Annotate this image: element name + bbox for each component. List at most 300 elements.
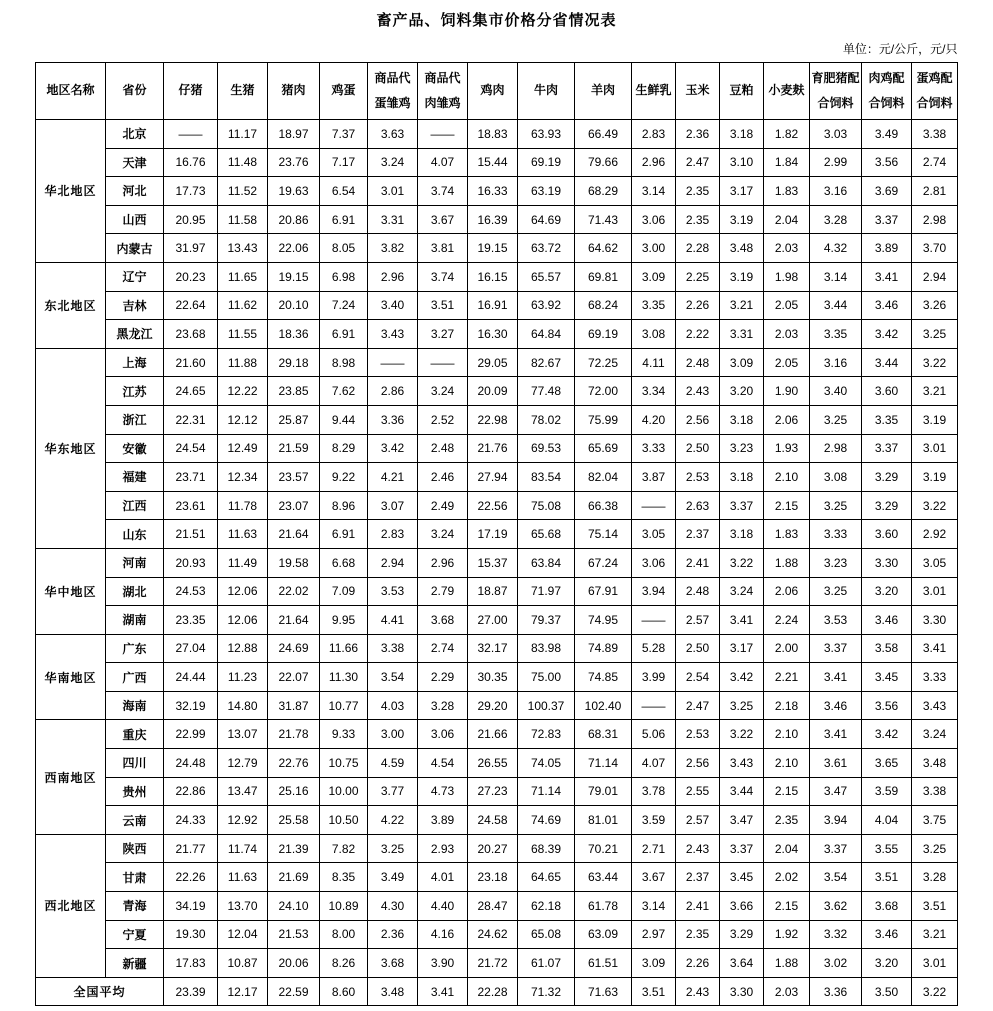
value-cell: 18.97 bbox=[268, 120, 320, 149]
value-cell: 4.73 bbox=[418, 777, 468, 806]
province-cell: 海南 bbox=[106, 691, 164, 720]
province-cell: 陕西 bbox=[106, 834, 164, 863]
value-cell: 12.79 bbox=[218, 749, 268, 778]
value-cell: 3.46 bbox=[810, 691, 862, 720]
value-cell: 22.56 bbox=[468, 491, 518, 520]
value-cell: 17.83 bbox=[164, 949, 218, 978]
value-cell: 3.62 bbox=[810, 892, 862, 921]
value-cell: 3.51 bbox=[632, 977, 676, 1006]
province-cell: 天津 bbox=[106, 148, 164, 177]
value-cell: 3.27 bbox=[418, 320, 468, 349]
value-cell: 3.05 bbox=[912, 548, 958, 577]
column-header: 商品代肉雏鸡 bbox=[418, 63, 468, 120]
value-cell: 21.66 bbox=[468, 720, 518, 749]
value-cell: 3.54 bbox=[368, 663, 418, 692]
value-cell: 2.71 bbox=[632, 834, 676, 863]
value-cell: 3.38 bbox=[912, 120, 958, 149]
value-cell: 63.44 bbox=[575, 863, 632, 892]
value-cell: 3.03 bbox=[810, 120, 862, 149]
value-cell: 4.40 bbox=[418, 892, 468, 921]
value-cell: 2.49 bbox=[418, 491, 468, 520]
province-cell: 河南 bbox=[106, 548, 164, 577]
value-cell: 34.19 bbox=[164, 892, 218, 921]
value-cell: 2.03 bbox=[764, 977, 810, 1006]
value-cell: 2.18 bbox=[764, 691, 810, 720]
value-cell: 3.42 bbox=[862, 320, 912, 349]
value-cell: 2.92 bbox=[912, 520, 958, 549]
value-cell: 79.37 bbox=[518, 606, 575, 635]
value-cell: 2.46 bbox=[418, 463, 468, 492]
value-cell: —— bbox=[632, 606, 676, 635]
value-cell: 4.21 bbox=[368, 463, 418, 492]
value-cell: 3.41 bbox=[720, 606, 764, 635]
value-cell: 14.80 bbox=[218, 691, 268, 720]
value-cell: 2.93 bbox=[418, 834, 468, 863]
province-cell: 青海 bbox=[106, 892, 164, 921]
value-cell: 71.14 bbox=[575, 749, 632, 778]
value-cell: 3.01 bbox=[912, 577, 958, 606]
value-cell: 13.47 bbox=[218, 777, 268, 806]
value-cell: 13.43 bbox=[218, 234, 268, 263]
value-cell: 3.33 bbox=[912, 663, 958, 692]
value-cell: 3.28 bbox=[810, 205, 862, 234]
value-cell: 3.81 bbox=[418, 234, 468, 263]
value-cell: 7.17 bbox=[320, 148, 368, 177]
value-cell: 69.19 bbox=[518, 148, 575, 177]
value-cell: 24.62 bbox=[468, 920, 518, 949]
value-cell: 4.54 bbox=[418, 749, 468, 778]
value-cell: 3.37 bbox=[862, 205, 912, 234]
value-cell: 11.63 bbox=[218, 520, 268, 549]
value-cell: 2.37 bbox=[676, 520, 720, 549]
value-cell: 3.25 bbox=[810, 491, 862, 520]
value-cell: 27.23 bbox=[468, 777, 518, 806]
value-cell: 3.14 bbox=[632, 892, 676, 921]
value-cell: 24.65 bbox=[164, 377, 218, 406]
value-cell: 3.89 bbox=[418, 806, 468, 835]
value-cell: 17.73 bbox=[164, 177, 218, 206]
value-cell: 7.62 bbox=[320, 377, 368, 406]
value-cell: —— bbox=[632, 491, 676, 520]
value-cell: 3.05 bbox=[632, 520, 676, 549]
value-cell: 3.66 bbox=[720, 892, 764, 921]
value-cell: 16.39 bbox=[468, 205, 518, 234]
province-cell: 甘肃 bbox=[106, 863, 164, 892]
value-cell: 23.68 bbox=[164, 320, 218, 349]
value-cell: 11.48 bbox=[218, 148, 268, 177]
value-cell: 9.33 bbox=[320, 720, 368, 749]
value-cell: 8.26 bbox=[320, 949, 368, 978]
value-cell: 75.99 bbox=[575, 405, 632, 434]
value-cell: 23.61 bbox=[164, 491, 218, 520]
value-cell: 3.08 bbox=[632, 320, 676, 349]
value-cell: 67.91 bbox=[575, 577, 632, 606]
value-cell: 2.97 bbox=[632, 920, 676, 949]
province-cell: 重庆 bbox=[106, 720, 164, 749]
value-cell: 3.18 bbox=[720, 520, 764, 549]
value-cell: 4.11 bbox=[632, 348, 676, 377]
value-cell: 21.39 bbox=[268, 834, 320, 863]
value-cell: 3.20 bbox=[720, 377, 764, 406]
value-cell: 81.01 bbox=[575, 806, 632, 835]
value-cell: 3.21 bbox=[912, 920, 958, 949]
value-cell: 9.22 bbox=[320, 463, 368, 492]
value-cell: 4.59 bbox=[368, 749, 418, 778]
value-cell: 2.96 bbox=[632, 148, 676, 177]
value-cell: 3.41 bbox=[912, 634, 958, 663]
value-cell: 2.94 bbox=[912, 262, 958, 291]
value-cell: 3.00 bbox=[632, 234, 676, 263]
value-cell: 8.60 bbox=[320, 977, 368, 1006]
value-cell: —— bbox=[418, 348, 468, 377]
column-header: 仔猪 bbox=[164, 63, 218, 120]
value-cell: 2.96 bbox=[418, 548, 468, 577]
value-cell: 2.04 bbox=[764, 205, 810, 234]
value-cell: 3.67 bbox=[632, 863, 676, 892]
value-cell: 9.95 bbox=[320, 606, 368, 635]
value-cell: 2.29 bbox=[418, 663, 468, 692]
value-cell: 3.89 bbox=[862, 234, 912, 263]
value-cell: 3.75 bbox=[912, 806, 958, 835]
value-cell: 11.23 bbox=[218, 663, 268, 692]
province-cell: 河北 bbox=[106, 177, 164, 206]
value-cell: 10.77 bbox=[320, 691, 368, 720]
column-header: 豆粕 bbox=[720, 63, 764, 120]
value-cell: 21.64 bbox=[268, 520, 320, 549]
value-cell: 3.70 bbox=[912, 234, 958, 263]
value-cell: 3.41 bbox=[810, 663, 862, 692]
value-cell: 12.06 bbox=[218, 577, 268, 606]
value-cell: 4.32 bbox=[810, 234, 862, 263]
value-cell: 11.66 bbox=[320, 634, 368, 663]
province-cell: 吉林 bbox=[106, 291, 164, 320]
value-cell: 21.59 bbox=[268, 434, 320, 463]
value-cell: 3.00 bbox=[368, 720, 418, 749]
value-cell: 4.04 bbox=[862, 806, 912, 835]
value-cell: 2.86 bbox=[368, 377, 418, 406]
province-cell: 广东 bbox=[106, 634, 164, 663]
value-cell: 12.92 bbox=[218, 806, 268, 835]
value-cell: 12.12 bbox=[218, 405, 268, 434]
unit-note: 单位：元/公斤，元/只 bbox=[842, 42, 958, 56]
value-cell: 16.15 bbox=[468, 262, 518, 291]
province-cell: 广西 bbox=[106, 663, 164, 692]
value-cell: 102.40 bbox=[575, 691, 632, 720]
value-cell: 21.60 bbox=[164, 348, 218, 377]
value-cell: 11.55 bbox=[218, 320, 268, 349]
table-row bbox=[36, 920, 958, 949]
value-cell: 72.00 bbox=[575, 377, 632, 406]
value-cell: 8.98 bbox=[320, 348, 368, 377]
value-cell: 2.05 bbox=[764, 348, 810, 377]
value-cell: 11.63 bbox=[218, 863, 268, 892]
value-cell: 22.76 bbox=[268, 749, 320, 778]
value-cell: 3.78 bbox=[632, 777, 676, 806]
value-cell: 32.17 bbox=[468, 634, 518, 663]
value-cell: 23.85 bbox=[268, 377, 320, 406]
value-cell: 3.16 bbox=[810, 348, 862, 377]
value-cell: 2.41 bbox=[676, 548, 720, 577]
value-cell: 22.64 bbox=[164, 291, 218, 320]
value-cell: 3.37 bbox=[810, 834, 862, 863]
value-cell: 8.00 bbox=[320, 920, 368, 949]
footer-row bbox=[36, 977, 958, 1006]
value-cell: 2.10 bbox=[764, 720, 810, 749]
value-cell: 12.49 bbox=[218, 434, 268, 463]
value-cell: 3.99 bbox=[632, 663, 676, 692]
value-cell: 2.43 bbox=[676, 377, 720, 406]
value-cell: 3.59 bbox=[862, 777, 912, 806]
table-row bbox=[36, 234, 958, 263]
value-cell: 3.01 bbox=[368, 177, 418, 206]
value-cell: 3.28 bbox=[418, 691, 468, 720]
value-cell: 2.28 bbox=[676, 234, 720, 263]
value-cell: 2.35 bbox=[676, 205, 720, 234]
value-cell: 3.29 bbox=[720, 920, 764, 949]
value-cell: 3.02 bbox=[810, 949, 862, 978]
value-cell: 3.33 bbox=[632, 434, 676, 463]
value-cell: 2.35 bbox=[676, 920, 720, 949]
province-cell: 云南 bbox=[106, 806, 164, 835]
region-cell: 华南地区 bbox=[36, 634, 106, 720]
value-cell: 3.40 bbox=[368, 291, 418, 320]
value-cell: 2.79 bbox=[418, 577, 468, 606]
value-cell: 3.42 bbox=[368, 434, 418, 463]
value-cell: 17.19 bbox=[468, 520, 518, 549]
value-cell: 65.69 bbox=[575, 434, 632, 463]
value-cell: 68.39 bbox=[518, 834, 575, 863]
value-cell: 22.98 bbox=[468, 405, 518, 434]
table-row bbox=[36, 177, 958, 206]
value-cell: 3.50 bbox=[862, 977, 912, 1006]
value-cell: 24.33 bbox=[164, 806, 218, 835]
value-cell: 3.90 bbox=[418, 949, 468, 978]
value-cell: 10.89 bbox=[320, 892, 368, 921]
value-cell: 69.19 bbox=[575, 320, 632, 349]
table-row bbox=[36, 434, 958, 463]
value-cell: 18.87 bbox=[468, 577, 518, 606]
value-cell: 63.84 bbox=[518, 548, 575, 577]
value-cell: 63.09 bbox=[575, 920, 632, 949]
value-cell: 65.68 bbox=[518, 520, 575, 549]
value-cell: 3.55 bbox=[862, 834, 912, 863]
value-cell: 2.50 bbox=[676, 434, 720, 463]
value-cell: 7.24 bbox=[320, 291, 368, 320]
value-cell: 2.52 bbox=[418, 405, 468, 434]
value-cell: 71.43 bbox=[575, 205, 632, 234]
value-cell: 11.74 bbox=[218, 834, 268, 863]
value-cell: 3.26 bbox=[912, 291, 958, 320]
column-header: 地区名称 bbox=[36, 63, 106, 120]
province-cell: 辽宁 bbox=[106, 262, 164, 291]
value-cell: 3.19 bbox=[912, 463, 958, 492]
value-cell: 64.62 bbox=[575, 234, 632, 263]
value-cell: 3.51 bbox=[862, 863, 912, 892]
value-cell: 3.21 bbox=[912, 377, 958, 406]
price-table bbox=[35, 62, 958, 1006]
value-cell: 21.76 bbox=[468, 434, 518, 463]
value-cell: 3.30 bbox=[720, 977, 764, 1006]
table-row bbox=[36, 691, 958, 720]
region-cell: 西南地区 bbox=[36, 720, 106, 834]
column-header: 鸡肉 bbox=[468, 63, 518, 120]
value-cell: 20.06 bbox=[268, 949, 320, 978]
value-cell: 2.10 bbox=[764, 463, 810, 492]
value-cell: 3.09 bbox=[632, 262, 676, 291]
table-row bbox=[36, 120, 958, 149]
value-cell: 3.24 bbox=[418, 520, 468, 549]
value-cell: 3.38 bbox=[912, 777, 958, 806]
value-cell: 3.41 bbox=[862, 262, 912, 291]
value-cell: 74.05 bbox=[518, 749, 575, 778]
value-cell: 19.58 bbox=[268, 548, 320, 577]
value-cell: 19.15 bbox=[468, 234, 518, 263]
value-cell: 3.43 bbox=[912, 691, 958, 720]
value-cell: 16.33 bbox=[468, 177, 518, 206]
table-row bbox=[36, 663, 958, 692]
province-cell: 内蒙古 bbox=[106, 234, 164, 263]
value-cell: 4.01 bbox=[418, 863, 468, 892]
value-cell: 29.20 bbox=[468, 691, 518, 720]
value-cell: 78.02 bbox=[518, 405, 575, 434]
value-cell: 63.92 bbox=[518, 291, 575, 320]
table-row bbox=[36, 348, 958, 377]
value-cell: 2.48 bbox=[418, 434, 468, 463]
value-cell: 2.05 bbox=[764, 291, 810, 320]
header-row bbox=[36, 63, 958, 120]
value-cell: 79.66 bbox=[575, 148, 632, 177]
value-cell: 71.63 bbox=[575, 977, 632, 1006]
value-cell: 2.57 bbox=[676, 606, 720, 635]
value-cell: 71.32 bbox=[518, 977, 575, 1006]
value-cell: 2.47 bbox=[676, 148, 720, 177]
value-cell: 68.29 bbox=[575, 177, 632, 206]
value-cell: 2.54 bbox=[676, 663, 720, 692]
value-cell: 2.83 bbox=[632, 120, 676, 149]
value-cell: 2.21 bbox=[764, 663, 810, 692]
value-cell: 82.67 bbox=[518, 348, 575, 377]
value-cell: 3.45 bbox=[862, 663, 912, 692]
value-cell: 25.87 bbox=[268, 405, 320, 434]
value-cell: 16.91 bbox=[468, 291, 518, 320]
table-row bbox=[36, 205, 958, 234]
value-cell: 3.48 bbox=[912, 749, 958, 778]
value-cell: 3.65 bbox=[862, 749, 912, 778]
value-cell: 3.51 bbox=[418, 291, 468, 320]
value-cell: 12.34 bbox=[218, 463, 268, 492]
province-cell: 上海 bbox=[106, 348, 164, 377]
value-cell: 3.59 bbox=[632, 806, 676, 835]
column-header: 猪肉 bbox=[268, 63, 320, 120]
value-cell: 2.24 bbox=[764, 606, 810, 635]
value-cell: 2.06 bbox=[764, 405, 810, 434]
value-cell: 27.04 bbox=[164, 634, 218, 663]
value-cell: 4.16 bbox=[418, 920, 468, 949]
column-header: 羊肉 bbox=[575, 63, 632, 120]
province-cell: 浙江 bbox=[106, 405, 164, 434]
value-cell: 3.17 bbox=[720, 634, 764, 663]
value-cell: 2.56 bbox=[676, 749, 720, 778]
value-cell: 2.36 bbox=[676, 120, 720, 149]
column-header: 省份 bbox=[106, 63, 164, 120]
value-cell: 20.27 bbox=[468, 834, 518, 863]
value-cell: 21.77 bbox=[164, 834, 218, 863]
province-cell: 湖南 bbox=[106, 606, 164, 635]
column-header: 牛肉 bbox=[518, 63, 575, 120]
value-cell: 3.94 bbox=[632, 577, 676, 606]
value-cell: 75.00 bbox=[518, 663, 575, 692]
province-cell: 福建 bbox=[106, 463, 164, 492]
value-cell: 1.90 bbox=[764, 377, 810, 406]
value-cell: 22.02 bbox=[268, 577, 320, 606]
value-cell: 23.76 bbox=[268, 148, 320, 177]
value-cell: 3.25 bbox=[912, 834, 958, 863]
value-cell: 3.22 bbox=[720, 720, 764, 749]
value-cell: 8.29 bbox=[320, 434, 368, 463]
province-cell: 新疆 bbox=[106, 949, 164, 978]
value-cell: 3.18 bbox=[720, 405, 764, 434]
value-cell: 12.17 bbox=[218, 977, 268, 1006]
value-cell: 3.82 bbox=[368, 234, 418, 263]
value-cell: 11.30 bbox=[320, 663, 368, 692]
value-cell: 3.14 bbox=[810, 262, 862, 291]
value-cell: 3.21 bbox=[720, 291, 764, 320]
column-header: 生猪 bbox=[218, 63, 268, 120]
value-cell: 3.60 bbox=[862, 377, 912, 406]
value-cell: 2.15 bbox=[764, 777, 810, 806]
column-header: 育肥猪配合饲料 bbox=[810, 63, 862, 120]
value-cell: 8.05 bbox=[320, 234, 368, 263]
value-cell: 2.47 bbox=[676, 691, 720, 720]
value-cell: 2.50 bbox=[676, 634, 720, 663]
table-row bbox=[36, 377, 958, 406]
value-cell: 21.64 bbox=[268, 606, 320, 635]
value-cell: 3.29 bbox=[862, 491, 912, 520]
value-cell: 11.65 bbox=[218, 262, 268, 291]
value-cell: 3.54 bbox=[810, 863, 862, 892]
value-cell: —— bbox=[164, 120, 218, 149]
value-cell: 10.00 bbox=[320, 777, 368, 806]
value-cell: 3.42 bbox=[862, 720, 912, 749]
value-cell: 24.44 bbox=[164, 663, 218, 692]
value-cell: 3.61 bbox=[810, 749, 862, 778]
value-cell: 2.57 bbox=[676, 806, 720, 835]
value-cell: 3.44 bbox=[810, 291, 862, 320]
value-cell: 22.59 bbox=[268, 977, 320, 1006]
value-cell: 1.93 bbox=[764, 434, 810, 463]
column-header: 玉米 bbox=[676, 63, 720, 120]
value-cell: 63.93 bbox=[518, 120, 575, 149]
value-cell: 11.17 bbox=[218, 120, 268, 149]
value-cell: 12.06 bbox=[218, 606, 268, 635]
table-row bbox=[36, 148, 958, 177]
province-cell: 贵州 bbox=[106, 777, 164, 806]
value-cell: 3.31 bbox=[368, 205, 418, 234]
value-cell: 3.20 bbox=[862, 577, 912, 606]
value-cell: 3.49 bbox=[368, 863, 418, 892]
value-cell: 3.69 bbox=[862, 177, 912, 206]
value-cell: 3.22 bbox=[912, 977, 958, 1006]
value-cell: 1.98 bbox=[764, 262, 810, 291]
value-cell: 3.25 bbox=[810, 577, 862, 606]
value-cell: 2.26 bbox=[676, 291, 720, 320]
value-cell: 11.58 bbox=[218, 205, 268, 234]
value-cell: 2.43 bbox=[676, 977, 720, 1006]
value-cell: 29.18 bbox=[268, 348, 320, 377]
value-cell: 3.68 bbox=[368, 949, 418, 978]
value-cell: 3.20 bbox=[862, 949, 912, 978]
value-cell: 3.38 bbox=[368, 634, 418, 663]
